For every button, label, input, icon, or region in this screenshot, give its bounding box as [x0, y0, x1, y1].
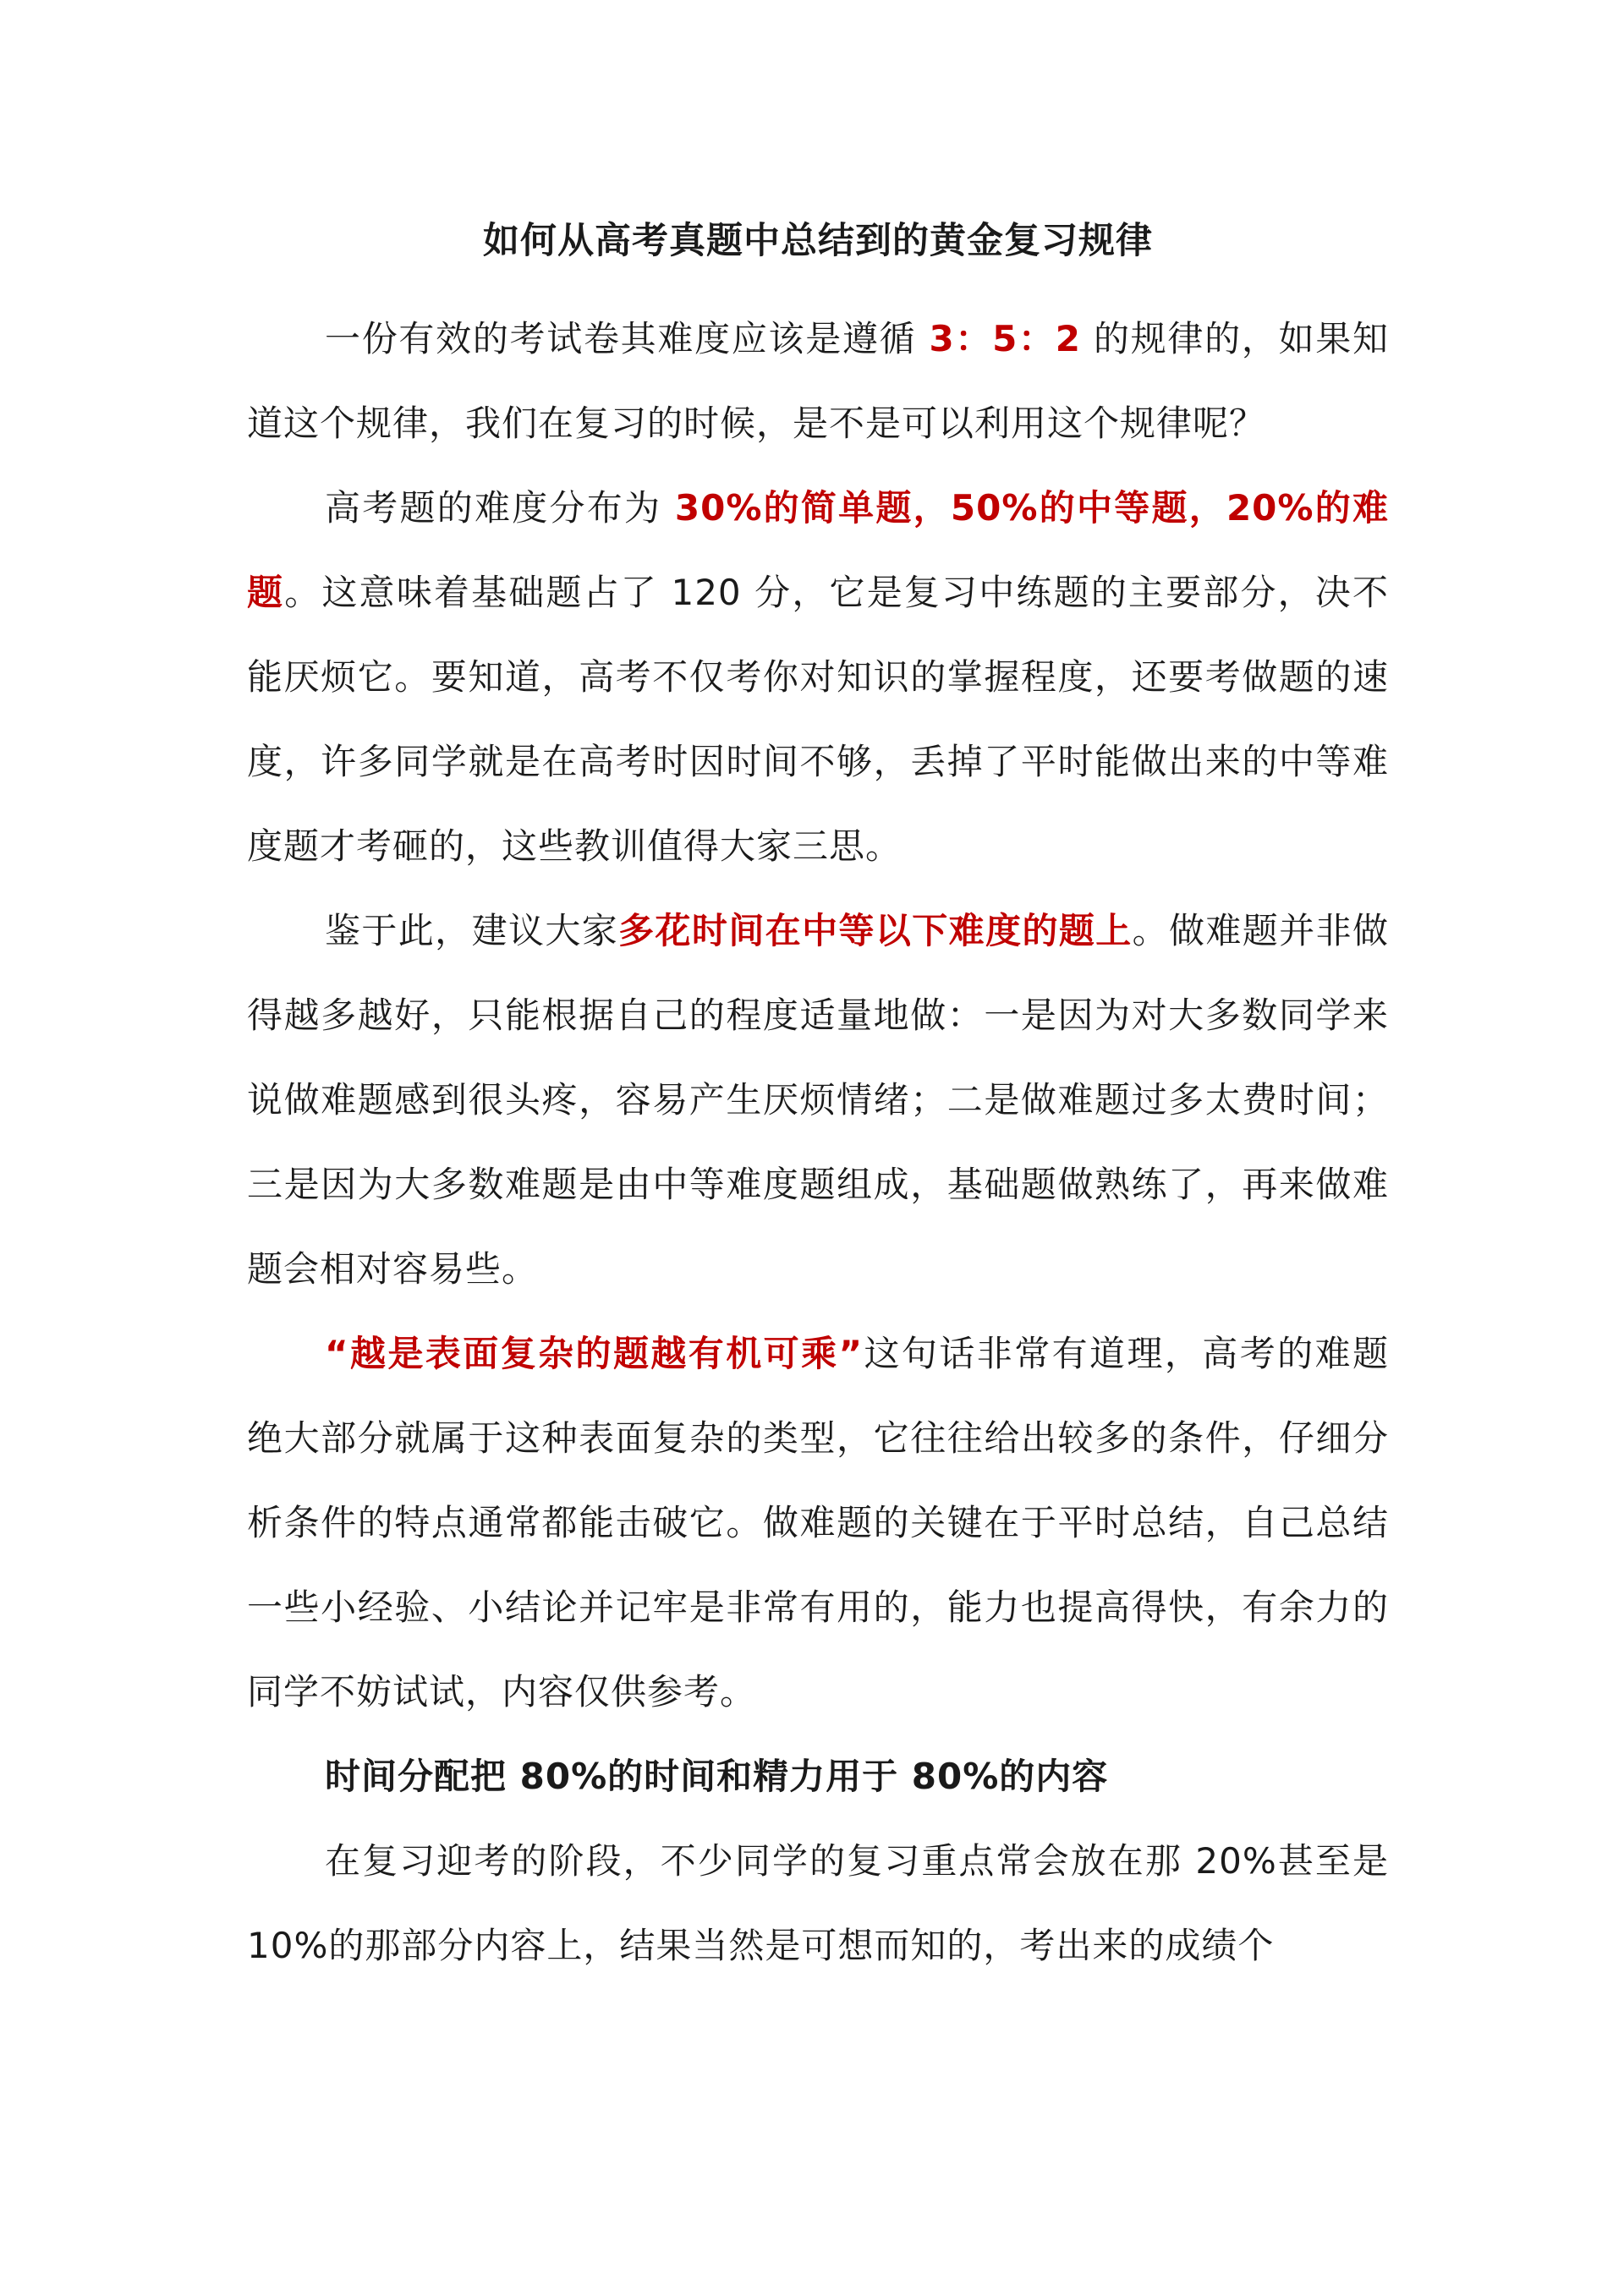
- page-title: 如何从高考真题中总结到的黄金复习规律: [483, 220, 1153, 262]
- paragraph-difficulty-distribution: [247, 466, 1389, 889]
- paragraph-time-allocation: 在复习迎考的阶段，不少同学的复习重点常会放在那 20%甚至是 10%的那部分内容上，结果当然是可想而知的，考出来的成绩个: [247, 1840, 1389, 1966]
- ratio-highlight: 3：5：2: [929, 318, 1081, 359]
- p1-text-a: 一份有效的考试卷其难度应该是遵循: [325, 318, 930, 359]
- distribution-highlight: 30%的简单题，50%的中等题，20%的难题: [247, 487, 1389, 613]
- p4-text-b: 这句话非常有道理，高考的难题绝大部分就属于这种表面复杂的类型，它往往给出较多的条件，仔细分析条件的特点通常都能击破它。做难题的关键在于平时总结，自己总结一些小经验、小结论并记牢是非常有用的，能力也提高得快，有余力的同学不妨试试，内容仅供参考。: [247, 1333, 1389, 1712]
- paragraph-quote: [247, 1312, 1389, 1734]
- p2-text-a: 高考题的难度分布为: [325, 487, 675, 529]
- paragraph-advice: [247, 889, 1389, 1312]
- p2-text-b: 。这意味着基础题占了 120 分，它是复习中练题的主要部分，决不能厌烦它。要知道，高考不仅考你对知识的掌握程度，还要考做题的速度，许多同学就是在高考时因时间不够，丢掉了平时能做出来的中等难度题才考砸的，这些教训值得大家三思。: [247, 572, 1389, 867]
- paragraph-ratio: [247, 297, 1389, 466]
- advice-highlight: 多花时间在中等以下难度的题上: [618, 910, 1133, 951]
- p3-text-b: 。做难题并非做得越多越好，只能根据自己的程度适量地做：一是因为对大多数同学来说做难题感到很头疼，容易产生厌烦情绪；二是做难题过多太费时间；三是因为大多数难题是由中等难度题组成，基础题做熟练了，再来做难题会相对容易些。: [247, 910, 1389, 1290]
- p3-text-a: 鉴于此，建议大家: [325, 910, 619, 951]
- section-subheading: 时间分配把 80%的时间和精力用于 80%的内容: [325, 1756, 1109, 1797]
- p1-text-b: 的规律的，如果知道这个规律，我们在复习的时候，是不是可以利用这个规律呢？: [247, 318, 1389, 444]
- document-page: [247, 216, 1389, 1988]
- quote-highlight: “越是表面复杂的题越有机可乘”: [325, 1333, 864, 1374]
